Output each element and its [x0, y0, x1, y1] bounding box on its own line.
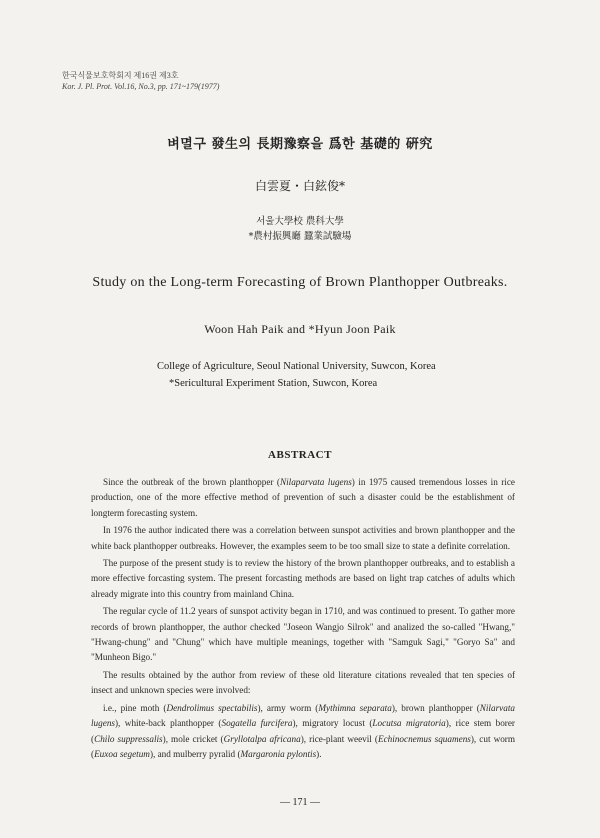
abstract-paragraph-6: i.e., pine moth (Dendrolimus spectabilis), army worm (Mythimna separata), brown planthopper (Nilarvata lugens), white-back planthopper (Sogatella furcifera), migratory locust (Locutsa migratoria), rice stem borer (Chilo suppressalis), mole cricket (Gryllotalpa africana), rice-plant weevil (Echinocnemus squamens), cut worm (Euxoa segetum), and mulberry pyralid (Margaronia pylontis). [91, 702, 516, 759]
abstract-paragraph-3: The purpose of the present study is to review the history of the brown planthopper outbreaks, and to establish a more effective forcasting system. The present forcasting methods are based on light trap catches of adults which already migrate into this country from mainland China. [91, 558, 515, 599]
abstract-heading: ABSTRACT [268, 449, 332, 461]
abstract-paragraph-4: The regular cycle of 11.2 years of sunspot activity began in 1710, and was continued to present. To gather more records of brown planthopper, the author checked "Joseon Wangjo Silrok" and analized the so-called "Hwang," "Hwang-chung" and "Chung" which have multiple meanings, together with "Samguk Sagi," "Goryo Sa" and "Munheon Bigo." [91, 606, 515, 663]
abstract-body [91, 475, 515, 764]
english-affiliation-2: *Sericultural Experiment Station, Suwcon, Korea [169, 378, 378, 389]
english-title: Study on the Long-term Forecasting of Brown Planthopper Outbreaks. [92, 275, 508, 290]
korean-title: 벼멸구 發生의 長期豫察을 爲한 基礎的 硏究 [167, 137, 433, 152]
page-number: — 171 — [280, 797, 320, 808]
english-affiliations [157, 358, 436, 392]
journal-korean: 한국식물보호학회지 제16권 제3호 [62, 71, 179, 80]
abstract-paragraph-1: Since the outbreak of the brown planthopper (Nilaparvata lugens) in 1975 caused tremendous losses in rice production, one of the more effective method of prevention of such a disaster could be the establishment of longterm forecasting system. [91, 477, 515, 518]
korean-authors: 白雲夏・白鉉俊* [254, 179, 345, 193]
korean-affiliations [0, 214, 600, 244]
journal-header [62, 70, 219, 92]
abstract-paragraph-5: The results obtained by the author from review of these old literature citations revealed that ten species of insect and unknown species were involved: [91, 669, 515, 696]
abstract-paragraph-2: In 1976 the author indicated there was a correlation between sunspot activities and brown planthopper and the white back planthopper outbreaks. However, the examples seem to be too small size to state a definite correlation. [91, 525, 515, 551]
korean-affiliation-1: 서울大學校 農科大學 [256, 216, 344, 227]
korean-affiliation-2: *農村振興廳 蠶業試驗場 [248, 231, 352, 242]
english-affiliation-1: College of Agriculture, Seoul National University, Suwcon, Korea [157, 361, 436, 372]
journal-citation: Kor. J. Pl. Prot. Vol.16, No.3, pp. 171~179(1977) [62, 82, 220, 91]
english-authors: Woon Hah Paik and *Hyun Joon Paik [204, 322, 396, 336]
